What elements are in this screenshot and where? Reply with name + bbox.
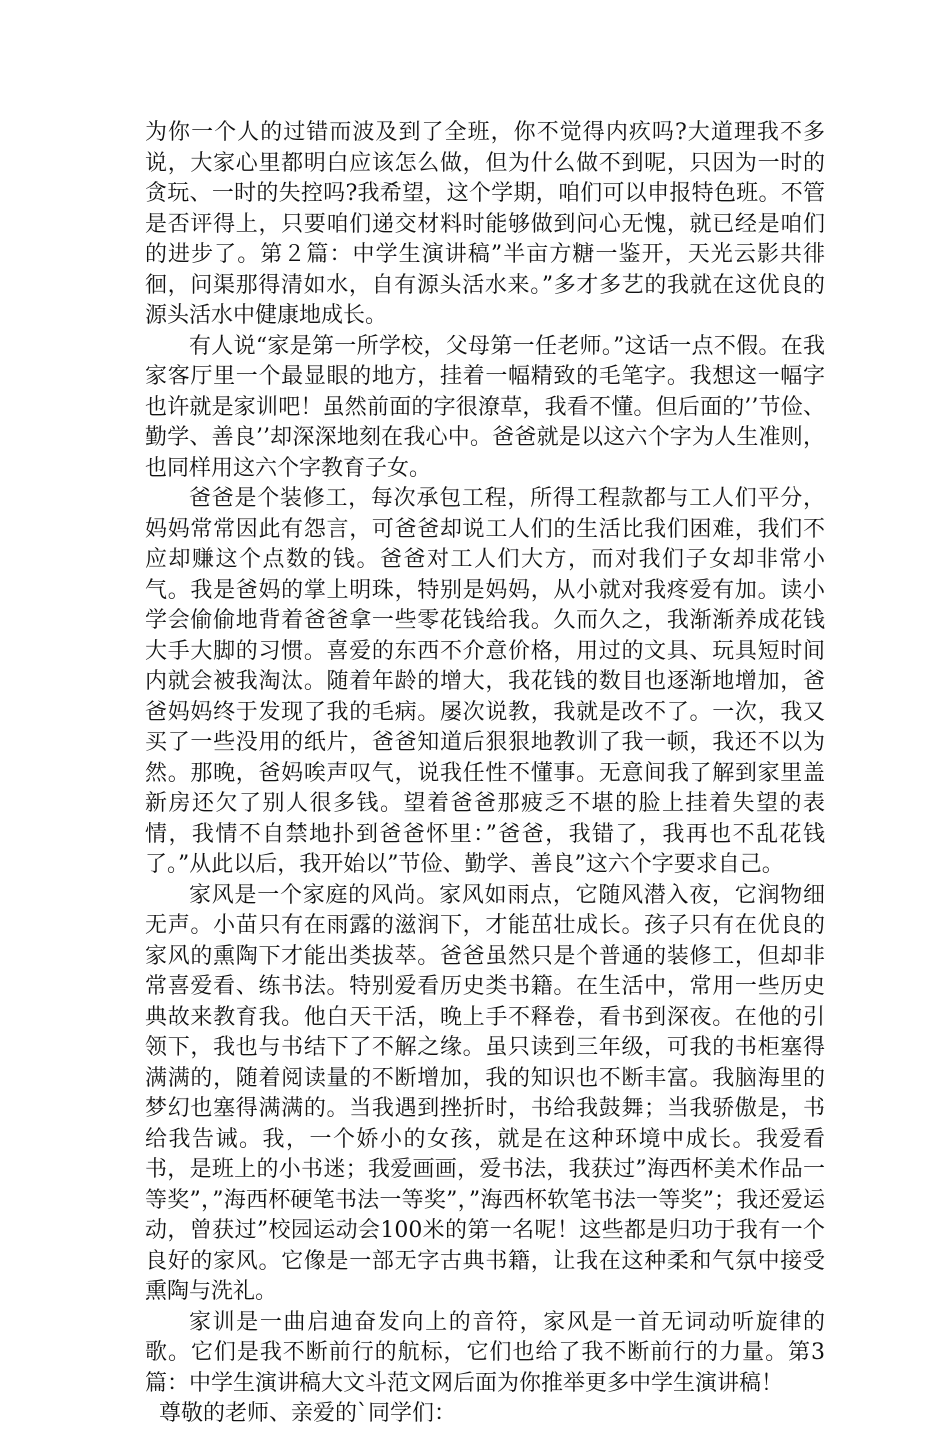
paragraph-4: 家风是一个家庭的风尚。家风如雨点，它随风潜入夜，它润物细无声。小苗只有在雨露的滋润下，才能茁壮成长。孩子只有在优良的家风的熏陶下才能出类拔萃。爸爸虽然只是个普通的装修工，但却非常喜爱看、练书法。特别爱看历史类书籍。在生活中，常用一些历史典故来教育我。他白天干活，晚上手不释卷，看书到深夜。在他的引领下，我也与书结下了不解之缘。虽只读到三年级，可我的书柜塞得满满的，随着阅读量的不断增加，我的知识也不断丰富。我脑海里的梦幻也塞得满满的。当我遇到挫折时，书给我鼓舞；当我骄傲是，书给我告诫。我，一个娇小的女孩，就是在这种环境中成长。我爱看书，是班上的小书迷；我爱画画，爱书法，我获过”海西杯美术作品一等奖”，”海西杯硬笔书法一等奖”，”海西杯软笔书法一等奖”；我还爱运动，曾获过”校园运动会100米的第一名呢！这些都是归功于我有一个良好的家风。它像是一部无字古典书籍，让我在这种柔和气氛中接受熏陶与洗礼。 [145,882,825,1304]
paragraph-1: 为你一个人的过错而波及到了全班，你不觉得内疚吗?大道理我不多说，大家心里都明白应该怎么做，但为什么做不到呢，只因为一时的贪玩、一时的失控吗?我希望，这个学期，咱们可以申报特色班。不管是否评得上，只要咱们递交材料时能够做到问心无愧，就已经是咱们的进步了。第２篇：中学生演讲稿”半亩方糖一鉴开，天光云影共徘徊，问渠那得清如水，自有源头活水来。”多才多艺的我就在这优良的源头活水中健康地成长。 [145,120,825,328]
paragraph-2: 有人说“家是第一所学校，父母第一任老师。”这话一点不假。在我家客厅里一个最显眼的地方，挂着一幅精致的毛笔字。我想这一幅字也许就是家训吧！虽然前面的字很潦草，我看不懂。但后面的’’节俭、勤学、善良’’却深深地刻在我心中。爸爸就是以这六个字为人生准则，也同样用这六个字教育子女。 [145,333,825,481]
salutation-line: 尊敬的老师、亲爱的`同学们： [159,1401,457,1426]
paragraph-3: 爸爸是个装修工，每次承包工程，所得工程款都与工人们平分，妈妈常常因此有怨言，可爸爸却说工人们的生活比我们困难，我们不应却赚这个点数的钱。爸爸对工人们大方，而对我们子女却非常小气。我是爸妈的掌上明珠，特别是妈妈，从小就对我疼爱有加。读小学会偷偷地背着爸爸拿一些零花钱给我。久而久之，我渐渐养成花钱大手大脚的习惯。喜爱的东西不介意价格，用过的文具、玩具短时间内就会被我淘汰。随着年龄的增大，我花钱的数目也逐渐地增加，爸爸妈妈终于发现了我的毛病。屡次说教，我就是改不了。一次，我又买了一些没用的纸片，爸爸知道后狠狠地教训了我一顿，我还不以为然。那晚，爸妈唉声叹气，说我任性不懂事。无意间我了解到家里盖新房还欠了别人很多钱。望着爸爸那疲乏不堪的脸上挂着失望的表情，我情不自禁地扑到爸爸怀里：”爸爸，我错了，我再也不乱花钱了。”从此以后，我开始以”节俭、勤学、善良”这六个字要求自己。 [145,486,825,877]
document-body [145,118,825,1430]
paragraph-5: 家训是一曲启迪奋发向上的音符，家风是一首无词动听旋律的歌。它们是我不断前行的航标，它们也给了我不断前行的力量。第3篇：中学生演讲稿大文斗范文网后面为你推举更多中学生演讲稿！ [145,1309,825,1396]
